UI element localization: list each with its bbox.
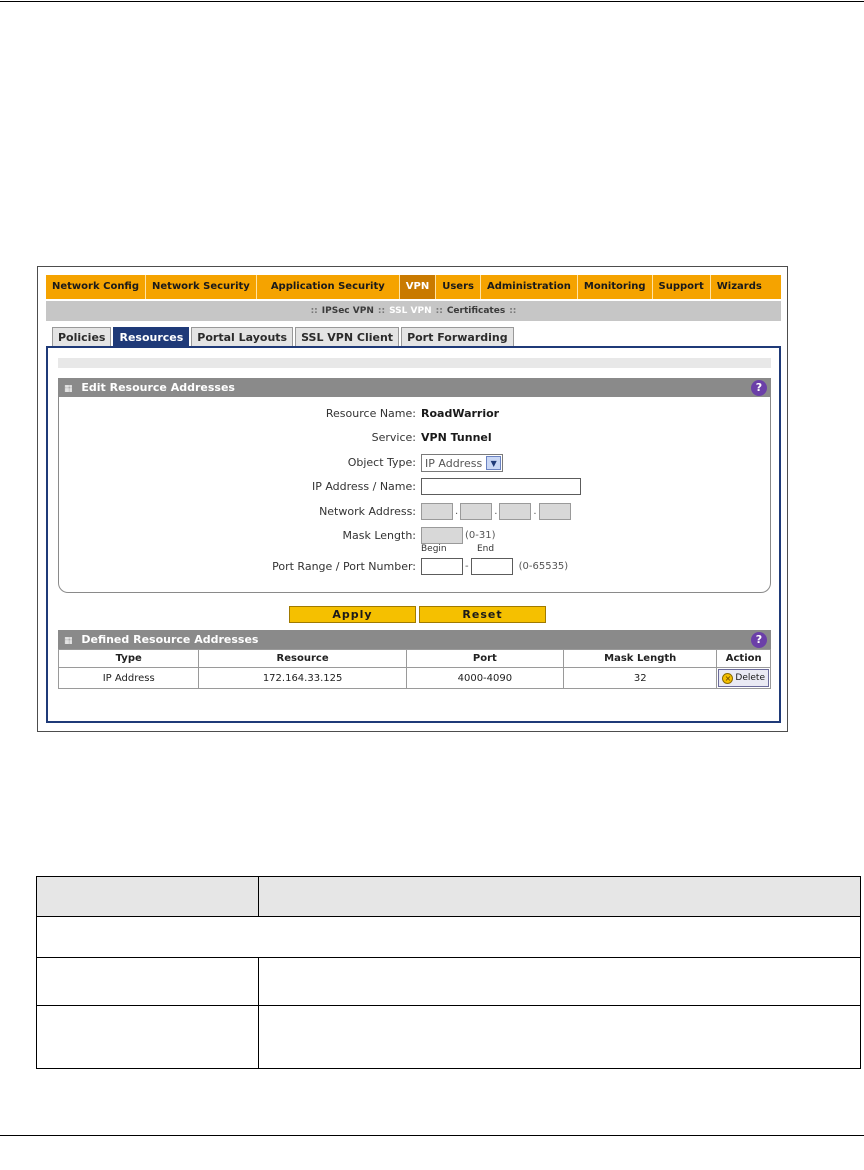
row-port-range <box>59 558 770 576</box>
octet-dot: . <box>455 506 459 517</box>
delete-button[interactable] <box>718 669 769 687</box>
cell-type: IP Address <box>59 668 199 689</box>
edit-section-header <box>58 378 771 397</box>
col-type: Type <box>59 650 199 668</box>
doc-table-cell <box>37 917 861 958</box>
edit-resource-form <box>58 397 771 593</box>
cell-mask: 32 <box>564 668 717 689</box>
object-type-select[interactable] <box>421 454 503 472</box>
doc-table-row <box>37 1006 861 1069</box>
row-mask-length <box>59 527 770 545</box>
mask-length-control <box>421 527 496 544</box>
top-band <box>58 358 771 368</box>
port-begin-label: Begin <box>421 544 447 554</box>
doc-table-row <box>37 917 861 958</box>
apply-button[interactable]: Apply <box>289 606 416 623</box>
port-range-hint: (0-65535) <box>518 561 569 572</box>
nav-network-security[interactable]: Network Security <box>146 275 257 299</box>
page-top-rule <box>0 1 864 2</box>
page-bottom-rule <box>0 1135 864 1136</box>
col-action: Action <box>717 650 771 668</box>
defined-section-title: Defined Resource Addresses <box>81 633 259 646</box>
subnav-ipsec-vpn[interactable]: IPSec VPN <box>321 306 374 316</box>
resource-table <box>58 649 771 689</box>
doc-table-cell <box>37 958 259 1006</box>
object-type-value: IP Address <box>425 456 483 470</box>
network-address-octet-1[interactable] <box>421 503 453 520</box>
top-nav <box>46 275 781 299</box>
network-address-octet-3[interactable] <box>499 503 531 520</box>
col-mask-length: Mask Length <box>564 650 717 668</box>
doc-table-cell <box>259 1006 861 1069</box>
grip-icon: ▦ <box>64 384 73 394</box>
port-end-input[interactable] <box>471 558 513 575</box>
row-ip-name <box>59 478 770 496</box>
row-service <box>59 429 770 447</box>
sub-nav-separator: :: <box>310 306 318 316</box>
table-header-row <box>59 650 771 668</box>
screenshot-frame <box>37 266 788 732</box>
subnav-certificates[interactable]: Certificates <box>446 306 506 316</box>
sub-nav <box>46 301 781 321</box>
sub-nav-separator: :: <box>377 306 386 316</box>
cell-action <box>717 668 771 689</box>
row-network-address <box>59 503 770 521</box>
subnav-ssl-vpn[interactable]: SSL VPN <box>389 306 432 316</box>
doc-table-cell <box>37 877 259 917</box>
object-type-control <box>421 454 503 472</box>
sub-nav-separator: :: <box>435 306 443 316</box>
row-resource-name <box>59 405 770 423</box>
nav-application-security[interactable]: Application Security <box>257 275 400 299</box>
tab-portal-layouts[interactable]: Portal Layouts <box>191 327 293 346</box>
content-panel <box>46 346 781 723</box>
resource-name-value: RoadWarrior <box>421 407 500 420</box>
doc-table-cell <box>259 877 861 917</box>
reset-button[interactable]: Reset <box>419 606 546 623</box>
help-icon[interactable]: ? <box>751 632 767 648</box>
resource-name-label: Resource Name: <box>325 407 416 420</box>
nav-network-config[interactable]: Network Config <box>46 275 146 299</box>
tab-port-forwarding[interactable]: Port Forwarding <box>401 327 514 346</box>
nav-vpn[interactable]: VPN <box>400 275 436 299</box>
edit-section-title: Edit Resource Addresses <box>81 381 235 394</box>
nav-administration[interactable]: Administration <box>481 275 578 299</box>
port-range-control <box>421 558 568 575</box>
port-range-dash: - <box>465 561 469 572</box>
document-table <box>36 876 861 1069</box>
mask-length-input[interactable] <box>421 527 463 544</box>
ip-name-input[interactable] <box>421 478 581 495</box>
nav-wizards[interactable]: Wizards <box>716 281 762 292</box>
service-value: VPN Tunnel <box>421 431 492 444</box>
table-row <box>59 668 771 689</box>
ip-name-label: IP Address / Name: <box>311 480 416 493</box>
delete-icon: × <box>722 673 733 684</box>
network-address-label: Network Address: <box>319 505 416 518</box>
octet-dot: . <box>533 506 537 517</box>
doc-table-cell <box>37 1006 259 1069</box>
nav-support[interactable]: Support <box>653 275 711 299</box>
tab-policies[interactable]: Policies <box>52 327 111 346</box>
port-begin-input[interactable] <box>421 558 463 575</box>
grip-icon: ▦ <box>64 636 73 646</box>
mask-length-hint: (0-31) <box>465 530 496 541</box>
tab-resources[interactable]: Resources <box>113 327 189 346</box>
col-port: Port <box>406 650 563 668</box>
service-label: Service: <box>371 431 416 444</box>
delete-label: Delete <box>735 673 765 683</box>
col-resource: Resource <box>199 650 406 668</box>
nav-monitoring[interactable]: Monitoring <box>578 275 653 299</box>
cell-port: 4000-4090 <box>406 668 563 689</box>
port-end-label: End <box>477 544 495 554</box>
defined-section-header <box>58 630 771 649</box>
network-address-control <box>421 503 571 520</box>
doc-table-cell <box>259 958 861 1006</box>
sub-nav-separator: :: <box>509 306 517 316</box>
cell-resource: 172.164.33.125 <box>199 668 406 689</box>
octet-dot: . <box>494 506 498 517</box>
help-icon[interactable]: ? <box>751 380 767 396</box>
doc-table-header-row <box>37 877 861 917</box>
network-address-octet-4[interactable] <box>539 503 571 520</box>
network-address-octet-2[interactable] <box>460 503 492 520</box>
chevron-down-icon[interactable]: ▼ <box>486 456 501 470</box>
port-range-label: Port Range / Port Number: <box>272 560 416 573</box>
row-object-type <box>59 454 770 472</box>
ip-name-control <box>421 478 581 495</box>
mask-length-label: Mask Length: <box>342 529 416 542</box>
tab-ssl-vpn-client[interactable]: SSL VPN Client <box>295 327 399 346</box>
nav-users[interactable]: Users <box>436 275 481 299</box>
tab-bar <box>52 327 514 346</box>
doc-table-row <box>37 958 861 1006</box>
object-type-label: Object Type: <box>347 456 416 469</box>
